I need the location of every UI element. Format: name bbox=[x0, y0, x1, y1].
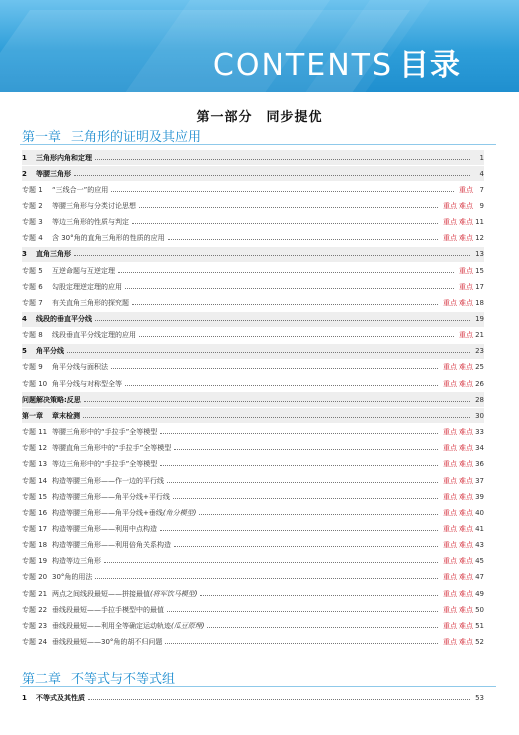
toc-entry-number: 专题 24 bbox=[22, 638, 48, 646]
toc-section-row[interactable] bbox=[22, 247, 484, 262]
toc-topic-row[interactable] bbox=[22, 602, 484, 617]
toc-topic-row[interactable] bbox=[22, 521, 484, 536]
toc-page-number: 18 bbox=[475, 298, 484, 307]
difficulty-tag: 难点 bbox=[459, 379, 473, 388]
toc-entry-label bbox=[22, 153, 95, 163]
key-point-tag: 重点 bbox=[443, 508, 457, 517]
toc-page-number: 15 bbox=[475, 266, 484, 275]
dot-leader bbox=[84, 401, 470, 402]
contents-title bbox=[213, 40, 461, 84]
toc-entry-note: (角分模型) bbox=[162, 508, 197, 517]
dot-leader bbox=[167, 611, 438, 612]
toc-entry-number: 1 bbox=[22, 153, 27, 162]
toc-entry-label bbox=[22, 476, 167, 486]
toc-topic-row[interactable] bbox=[22, 376, 484, 391]
toc-page-number: 52 bbox=[475, 638, 484, 646]
dot-leader bbox=[167, 482, 438, 483]
toc-topic-row[interactable] bbox=[22, 554, 484, 569]
toc-section-row[interactable] bbox=[22, 344, 484, 359]
toc-entry-tags bbox=[441, 201, 473, 211]
key-point-tag: 重点 bbox=[459, 185, 473, 194]
dot-leader bbox=[111, 368, 438, 369]
chapter-title: 不等式与不等式组 bbox=[71, 672, 176, 687]
toc-entry-title: 构造等腰三角形——角平分线+垂线 bbox=[52, 508, 163, 517]
difficulty-tag: 难点 bbox=[459, 476, 473, 485]
dot-leader bbox=[74, 255, 470, 256]
toc-entry-title: 问题解决策略:反思 bbox=[22, 395, 81, 404]
toc-entry-title: 有关直角三角形的探究题 bbox=[52, 298, 129, 307]
toc-entry-tags bbox=[457, 185, 473, 195]
toc-entry-label bbox=[22, 282, 125, 292]
toc-entry-number: 1 bbox=[22, 693, 27, 702]
dot-leader bbox=[67, 352, 470, 353]
toc-entry-title: 含 30°角的直角三角形的性质的应用 bbox=[52, 234, 165, 243]
difficulty-tag: 难点 bbox=[459, 638, 473, 646]
toc-topic-row[interactable] bbox=[22, 586, 484, 601]
toc-page-number: 43 bbox=[475, 541, 484, 550]
toc-entry-tags bbox=[441, 605, 473, 615]
toc-entry-title: 垂线段最短——30°角的胡不归问题 bbox=[52, 638, 163, 646]
toc-topic-row[interactable] bbox=[22, 635, 484, 650]
toc-page-number: 40 bbox=[475, 508, 484, 517]
dot-leader bbox=[160, 433, 438, 434]
key-point-tag: 重点 bbox=[443, 621, 457, 630]
difficulty-tag: 难点 bbox=[459, 573, 473, 582]
difficulty-tag: 难点 bbox=[459, 557, 473, 566]
toc-topic-row[interactable] bbox=[22, 295, 484, 310]
toc-page-number: 17 bbox=[475, 282, 484, 291]
toc-entry-label bbox=[22, 298, 132, 308]
difficulty-tag: 难点 bbox=[459, 428, 473, 437]
dot-leader bbox=[132, 304, 438, 305]
toc-entry-label bbox=[22, 621, 207, 631]
toc-page-number: 23 bbox=[475, 347, 484, 356]
toc-entry-label bbox=[22, 524, 160, 534]
toc-entry-number: 专题 4 bbox=[22, 234, 43, 243]
toc-entry-number: 专题 7 bbox=[22, 298, 43, 307]
toc-entry-number: 5 bbox=[22, 347, 27, 356]
toc-entry-number: 专题 21 bbox=[22, 589, 48, 598]
toc-topic-row[interactable] bbox=[22, 198, 484, 213]
toc-page-number: 12 bbox=[475, 234, 484, 243]
key-point-tag: 重点 bbox=[443, 234, 457, 243]
toc-entry-label bbox=[22, 217, 132, 227]
toc-topic-row[interactable] bbox=[22, 425, 484, 440]
part-title: 第一部分 同步提优 bbox=[196, 110, 323, 125]
toc-entry-number: 专题 14 bbox=[22, 476, 48, 485]
toc-entry-label bbox=[22, 346, 67, 356]
toc-entry-title: 等边三角形的性质与判定 bbox=[52, 218, 129, 227]
dot-leader bbox=[125, 385, 438, 386]
toc-page-number: 7 bbox=[479, 185, 484, 194]
toc-entry-label bbox=[22, 637, 165, 647]
toc-entry-number: 专题 10 bbox=[22, 379, 48, 388]
toc-entry-label bbox=[22, 459, 160, 469]
toc-page-number: 13 bbox=[475, 250, 484, 259]
toc-page-number: 53 bbox=[475, 693, 484, 702]
difficulty-tag: 难点 bbox=[459, 524, 473, 533]
toc-entry-label bbox=[22, 492, 173, 502]
toc-entry-title: 构造等腰三角形——利用倍角关系构造 bbox=[52, 541, 171, 550]
toc-entry-tags bbox=[441, 459, 473, 469]
toc-topic-row[interactable] bbox=[22, 360, 484, 375]
toc-entry-title: 构造等腰三角形——利用中点构造 bbox=[52, 524, 157, 533]
toc-entry-label bbox=[22, 169, 74, 179]
toc-entry-label bbox=[22, 330, 139, 340]
toc-page-number: 33 bbox=[475, 428, 484, 437]
toc-entry-title: 互逆命题与互逆定理 bbox=[52, 266, 115, 275]
toc-entry-tags bbox=[441, 427, 473, 437]
toc-topic-row[interactable] bbox=[22, 231, 484, 246]
toc-entry-number: 3 bbox=[22, 250, 27, 259]
toc-entry-title: “三线合一”的应用 bbox=[52, 185, 109, 194]
toc-page-number: 41 bbox=[475, 524, 484, 533]
toc-page-number: 34 bbox=[475, 444, 484, 453]
toc-entry-tags bbox=[441, 476, 473, 486]
toc-section-row[interactable] bbox=[22, 392, 484, 407]
toc-entry-tags bbox=[441, 492, 473, 502]
toc-section-row[interactable] bbox=[22, 166, 484, 181]
toc-topic-row[interactable] bbox=[22, 489, 484, 504]
toc-entry-number: 4 bbox=[22, 315, 27, 323]
toc-entry-title: 章末检测 bbox=[52, 411, 80, 420]
toc-entry-label bbox=[22, 556, 104, 566]
toc-topic-row[interactable] bbox=[22, 473, 484, 488]
toc-entry-number: 专题 13 bbox=[22, 460, 48, 469]
dot-leader bbox=[199, 514, 438, 515]
toc-entry-number: 专题 16 bbox=[22, 508, 48, 517]
toc-entry-title: 两点之间线段最短——拼接最值 bbox=[52, 589, 150, 598]
difficulty-tag: 难点 bbox=[459, 589, 473, 598]
toc-entry-title: 构造等腰三角形——作一边的平行线 bbox=[52, 476, 164, 485]
toc-entry-tags bbox=[457, 330, 473, 340]
toc-page-number: 39 bbox=[475, 492, 484, 501]
toc-entry-number: 专题 20 bbox=[22, 573, 48, 582]
toc-entry-tags bbox=[441, 556, 473, 566]
toc-entry-title: 角平分线 bbox=[36, 347, 64, 356]
chapter-heading[interactable] bbox=[22, 668, 482, 687]
contents-title-en: CONTENTS bbox=[212, 48, 393, 83]
toc-entry-number: 专题 1 bbox=[22, 185, 43, 194]
toc-entry-title: 等腰直角三角形中的“手拉手”全等模型 bbox=[52, 444, 172, 453]
dot-leader bbox=[139, 336, 454, 337]
key-point-tag: 重点 bbox=[443, 379, 457, 388]
toc-page-number: 21 bbox=[475, 331, 484, 340]
toc-entry-title: 构造等边三角形 bbox=[52, 557, 101, 566]
toc-entry-label bbox=[22, 443, 174, 453]
toc-entry-number: 专题 2 bbox=[22, 201, 43, 210]
toc-topic-row[interactable] bbox=[22, 570, 484, 585]
toc-entry-label bbox=[22, 233, 168, 243]
toc-entry-title: 构造等腰三角形——角平分线+平行线 bbox=[52, 492, 170, 501]
toc-entry-title: 线段的垂直平分线 bbox=[36, 315, 92, 323]
toc-entry-title: 等腰三角形与分类讨论思想 bbox=[52, 201, 136, 210]
toc-entry-label bbox=[22, 362, 111, 372]
toc-entry-tags bbox=[457, 266, 473, 276]
toc-topic-row[interactable] bbox=[22, 538, 484, 553]
toc-entry-tags bbox=[441, 540, 473, 550]
toc-entry-number: 专题 18 bbox=[22, 541, 48, 550]
difficulty-tag: 难点 bbox=[459, 201, 473, 210]
toc-entry-number: 专题 5 bbox=[22, 266, 43, 275]
toc-topic-row[interactable] bbox=[22, 618, 484, 633]
toc-entry-number: 专题 15 bbox=[22, 492, 48, 501]
toc-topic-row[interactable] bbox=[22, 457, 484, 472]
toc-entry-label bbox=[22, 693, 88, 703]
toc-entry-label bbox=[22, 201, 139, 211]
contents-banner bbox=[0, 0, 519, 92]
dot-leader bbox=[118, 272, 454, 273]
toc-topic-row[interactable] bbox=[22, 215, 484, 230]
key-point-tag: 重点 bbox=[443, 573, 457, 582]
chapter-number: 第二章 bbox=[22, 672, 62, 687]
key-point-tag: 重点 bbox=[443, 476, 457, 485]
toc-section-row[interactable] bbox=[22, 150, 484, 165]
toc-entry-label bbox=[22, 508, 199, 518]
difficulty-tag: 难点 bbox=[459, 492, 473, 501]
toc-page-number: 4 bbox=[479, 169, 484, 178]
key-point-tag: 重点 bbox=[443, 541, 457, 550]
dot-leader bbox=[173, 498, 438, 499]
toc-entry-label bbox=[22, 572, 95, 582]
toc-entry-number: 专题 8 bbox=[22, 331, 43, 340]
key-point-tag: 重点 bbox=[443, 524, 457, 533]
toc-entry-title: 等腰三角形 bbox=[36, 169, 71, 178]
difficulty-tag: 难点 bbox=[459, 460, 473, 469]
key-point-tag: 重点 bbox=[443, 638, 457, 646]
dot-leader bbox=[74, 175, 470, 176]
toc-entry-tags bbox=[441, 443, 473, 453]
toc-page-number: 49 bbox=[475, 589, 484, 598]
key-point-tag: 重点 bbox=[443, 218, 457, 227]
difficulty-tag: 难点 bbox=[459, 444, 473, 453]
dot-leader bbox=[132, 223, 438, 224]
dot-leader bbox=[174, 449, 438, 450]
toc-entry-title: 三角形内角和定理 bbox=[36, 153, 92, 162]
difficulty-tag: 难点 bbox=[459, 218, 473, 227]
key-point-tag: 重点 bbox=[443, 557, 457, 566]
dot-leader bbox=[104, 562, 438, 563]
dot-leader bbox=[95, 578, 438, 579]
dot-leader bbox=[165, 643, 438, 644]
key-point-tag: 重点 bbox=[443, 298, 457, 307]
toc-entry-number: 专题 19 bbox=[22, 557, 48, 566]
toc-page-number: 1 bbox=[479, 153, 484, 162]
difficulty-tag: 难点 bbox=[459, 363, 473, 372]
toc-entry-tags bbox=[441, 572, 473, 582]
difficulty-tag: 难点 bbox=[459, 541, 473, 550]
toc-entry-label bbox=[22, 605, 167, 615]
toc-entry-title: 等腰三角形中的“手拉手”全等模型 bbox=[52, 428, 158, 437]
toc-entry-tags bbox=[441, 589, 473, 599]
toc-entry-number: 2 bbox=[22, 169, 27, 178]
chapter-number: 第一章 bbox=[22, 130, 62, 145]
toc-entry-label bbox=[22, 540, 174, 550]
dot-leader bbox=[168, 239, 438, 240]
difficulty-tag: 难点 bbox=[459, 298, 473, 307]
toc-entry-number: 专题 17 bbox=[22, 524, 48, 533]
toc-entry-title: 角平分线与对称型全等 bbox=[52, 379, 122, 388]
toc-entry-title: 垂线段最短——利用全等确定运动轨迹 bbox=[52, 621, 171, 630]
toc-page-number: 47 bbox=[475, 573, 484, 582]
toc-entry-label bbox=[22, 379, 125, 389]
toc-entry-tags bbox=[441, 298, 473, 308]
toc-entry-tags bbox=[441, 233, 473, 243]
contents-title-zh: 目录 bbox=[399, 48, 461, 83]
toc-topic-row[interactable] bbox=[22, 505, 484, 520]
toc-entry-label bbox=[22, 266, 118, 276]
key-point-tag: 重点 bbox=[443, 605, 457, 614]
chapter-title: 三角形的证明及其应用 bbox=[71, 130, 202, 145]
toc-page-number: 36 bbox=[475, 460, 484, 469]
dot-leader bbox=[95, 320, 470, 321]
toc-entry-note: (瓜豆原理) bbox=[171, 621, 205, 630]
toc-topic-row[interactable] bbox=[22, 182, 484, 197]
toc-entry-number: 专题 22 bbox=[22, 605, 48, 614]
toc-page-number: 19 bbox=[475, 315, 484, 323]
toc-entry-tags bbox=[441, 379, 473, 389]
toc-entry-title: 勾股定理逆定理的应用 bbox=[52, 282, 122, 291]
key-point-tag: 重点 bbox=[443, 201, 457, 210]
toc-entry-tags bbox=[441, 621, 473, 631]
toc-entry-number: 专题 11 bbox=[22, 428, 48, 437]
difficulty-tag: 难点 bbox=[459, 621, 473, 630]
dot-leader bbox=[83, 417, 470, 418]
key-point-tag: 重点 bbox=[459, 331, 473, 340]
toc-page-number: 26 bbox=[475, 379, 484, 388]
toc-section-row[interactable] bbox=[22, 690, 484, 705]
toc-entry-label bbox=[22, 395, 84, 405]
toc-entry-title: 线段垂直平分线定理的应用 bbox=[52, 331, 136, 340]
toc-topic-row[interactable] bbox=[22, 328, 484, 343]
toc-page-number: 51 bbox=[475, 621, 484, 630]
toc-entry-number: 专题 12 bbox=[22, 444, 48, 453]
key-point-tag: 重点 bbox=[459, 282, 473, 291]
toc-entry-label bbox=[22, 249, 74, 259]
toc-entry-label bbox=[22, 427, 160, 437]
chapter-heading[interactable] bbox=[22, 126, 482, 145]
toc-page-number: 30 bbox=[475, 411, 484, 420]
toc-entry-number: 专题 23 bbox=[22, 621, 48, 630]
toc-entry-number: 专题 6 bbox=[22, 282, 43, 291]
difficulty-tag: 难点 bbox=[459, 605, 473, 614]
toc-section-row[interactable] bbox=[22, 312, 484, 327]
dot-leader bbox=[139, 207, 438, 208]
toc-entry-label bbox=[22, 314, 95, 324]
toc-entry-title: 不等式及其性质 bbox=[36, 693, 85, 702]
dot-leader bbox=[95, 159, 470, 160]
toc-entry-title: 30°角的用法 bbox=[52, 573, 93, 582]
toc-page-number: 50 bbox=[475, 605, 484, 614]
toc-entry-number: 专题 9 bbox=[22, 363, 43, 372]
toc-entry-title: 直角三角形 bbox=[36, 250, 71, 259]
toc-entry-note: (将军饮马模型) bbox=[150, 589, 198, 598]
toc-page-number: 37 bbox=[475, 476, 484, 485]
dot-leader bbox=[160, 530, 438, 531]
key-point-tag: 重点 bbox=[443, 363, 457, 372]
toc-page-number: 45 bbox=[475, 557, 484, 566]
dot-leader bbox=[160, 465, 438, 466]
toc-entry-title: 角平分线与面积法 bbox=[52, 363, 108, 372]
key-point-tag: 重点 bbox=[443, 460, 457, 469]
chapter-divider bbox=[20, 144, 496, 145]
dot-leader bbox=[207, 627, 438, 628]
dot-leader bbox=[200, 595, 438, 596]
toc-entry-label bbox=[22, 411, 83, 421]
key-point-tag: 重点 bbox=[443, 589, 457, 598]
key-point-tag: 重点 bbox=[443, 492, 457, 501]
toc-section-row[interactable] bbox=[22, 408, 484, 423]
toc-entry-number: 专题 3 bbox=[22, 218, 43, 227]
toc-topic-row[interactable] bbox=[22, 263, 484, 278]
dot-leader bbox=[174, 546, 438, 547]
key-point-tag: 重点 bbox=[443, 428, 457, 437]
toc-entry-tags bbox=[441, 508, 473, 518]
toc-entry-label bbox=[22, 589, 200, 599]
difficulty-tag: 难点 bbox=[459, 508, 473, 517]
toc-entry-tags bbox=[441, 637, 473, 647]
toc-entry-number: 第一章 bbox=[22, 411, 43, 420]
toc-page-number: 11 bbox=[475, 218, 484, 227]
toc-entry-title: 等边三角形中的“手拉手”全等模型 bbox=[52, 460, 158, 469]
toc-entry-title: 垂线段最短——手拉手模型中的最值 bbox=[52, 605, 164, 614]
toc-topic-row[interactable] bbox=[22, 441, 484, 456]
key-point-tag: 重点 bbox=[443, 444, 457, 453]
toc-topic-row[interactable] bbox=[22, 279, 484, 294]
toc-page-number: 25 bbox=[475, 363, 484, 372]
chapter-divider bbox=[20, 686, 496, 687]
difficulty-tag: 难点 bbox=[459, 234, 473, 243]
toc-page-number: 28 bbox=[475, 395, 484, 404]
key-point-tag: 重点 bbox=[459, 266, 473, 275]
dot-leader bbox=[111, 191, 454, 192]
toc-entry-tags bbox=[457, 282, 473, 292]
dot-leader bbox=[88, 699, 470, 700]
toc-entry-tags bbox=[441, 217, 473, 227]
toc-entry-tags bbox=[441, 362, 473, 372]
toc-entry-label bbox=[22, 185, 111, 195]
toc-page-number: 9 bbox=[479, 201, 484, 210]
dot-leader bbox=[125, 288, 454, 289]
toc-entry-tags bbox=[441, 524, 473, 534]
